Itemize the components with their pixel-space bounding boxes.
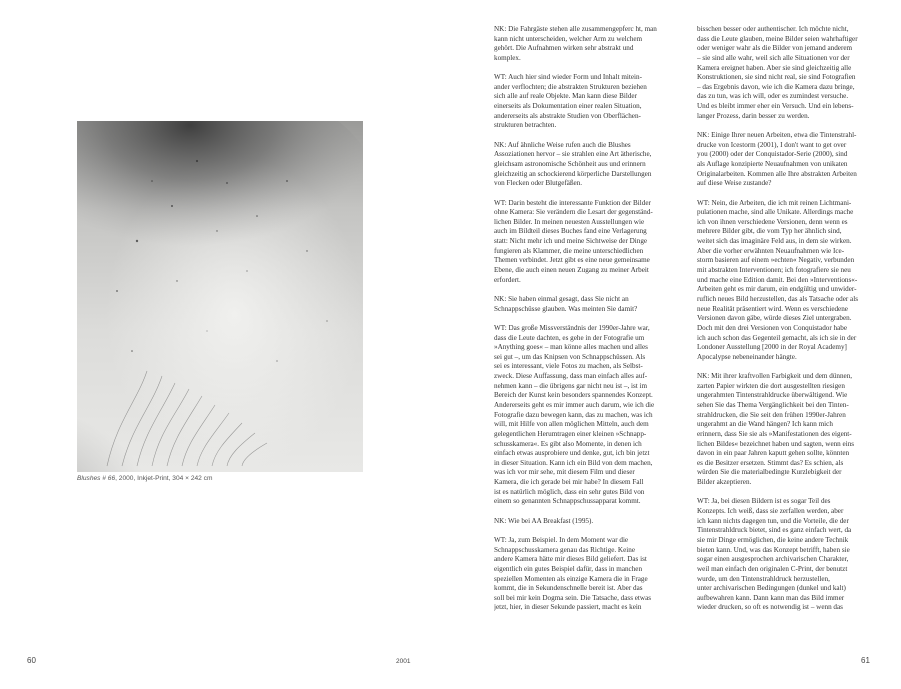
text-line: nehmen kann – die übrigens gar nicht neu ist –, ist im xyxy=(494,381,648,390)
text-line: unter archivarischen Bedingungen (dunkel und kalt) xyxy=(697,584,846,593)
text-line: NK: Einige Ihrer neuen Arbeiten, etwa die Tintenstrahl- xyxy=(697,131,857,140)
text-line: ich kann nichts dagegen tun, und die Vorteile, die der xyxy=(697,516,849,525)
text-line: Bereich der Kunst kein besonders spannendes Konzept. xyxy=(494,391,653,400)
text-line: andererseits als abstrakte Studien von Oberflächen- xyxy=(494,111,641,120)
text-line: andere Kamera hätte mir dieses Bild geliefert. Das ist xyxy=(494,555,647,564)
text-line: gehört. Die Aufnahmen wirken sehr abstrakt und xyxy=(494,44,634,53)
text-line: speziellen Momenten als einzige Kamera die in Frage xyxy=(494,574,648,583)
text-line: was ich vor mir sehe, mit diesem Film und dieser xyxy=(494,468,635,477)
text-line: strahldrucken, die Sie seit den frühen 1990er-Jahren xyxy=(697,410,846,419)
text-line: Konstruktionen, sie sind nicht real, sie sind Fotografien xyxy=(697,73,856,82)
text-line: WT: Ja, bei diesen Bildern ist es sogar Teil des xyxy=(697,497,831,506)
text-line: strukturen betrachten. xyxy=(494,121,557,130)
paragraph-gap xyxy=(697,121,879,131)
text-line: ich auch schon das Gegenteil gemacht, als ich sie in der xyxy=(697,333,857,342)
paragraph-gap xyxy=(494,189,687,199)
text-line: fungieren als Klammer, die meine unterschiedlichen xyxy=(494,246,644,255)
text-line: NK: Wie bei AA Breakfast (1995). xyxy=(494,516,594,525)
text-line: dass die Leute glauben, meine Bilder seien wahrhaftiger xyxy=(697,34,858,43)
text-line: Fotografie dazu bewegen kann, das zu machen, was ich xyxy=(494,410,653,419)
text-line: ungerahmten Tintenstrahldrucke überwältigend. Wie xyxy=(697,391,848,400)
paragraph-gap xyxy=(494,314,687,324)
text-line: – das Ergebnis davon, wie ich die Kamera dazu bringe, xyxy=(697,82,855,91)
text-line: einfach etwas ausprobiere und denke, gut, ich bin jetzt xyxy=(494,449,650,458)
text-line: komplex. xyxy=(494,53,521,62)
text-line: lichen Bildes« bezeichnet haben und sagten, wenn eins xyxy=(697,439,855,448)
text-line: sie mir Dinge ermöglichen, die keine andere Technik xyxy=(697,535,849,544)
text-line: Originalarbeiten. Kommen alle Ihre abstrakten Arbeiten xyxy=(697,169,857,178)
figure-caption xyxy=(77,475,377,482)
text-line: – sie sind alle wahr, weil sich alle Situationen vor der xyxy=(697,53,850,62)
artwork-photograph xyxy=(77,121,363,472)
text-line: erinnern, dass Sie sie als »Manifestationen des eigent- xyxy=(697,429,852,438)
text-line: drucke von Icestorm (2001), I don't want to get over xyxy=(697,140,847,149)
text-line: »Anything goes« – man könne alles machen und alles xyxy=(494,343,648,352)
text-line: Themen verbindet. Jetzt gibt es eine neue gemeinsame xyxy=(494,256,650,265)
text-line: wieder drucken, so oft es notwendig ist – wenn das xyxy=(697,603,843,612)
text-line: weitet sich das imaginäre Feld aus, in dem sie wirken. xyxy=(697,237,852,246)
text-line: weil man einfach den originalen C-Print, der benutzt xyxy=(697,564,848,573)
text-line: wurde, um den Tintenstrahldruck herzustellen, xyxy=(697,574,830,583)
paragraph-gap xyxy=(697,488,879,498)
text-line: pulationen mache, sind alle Unikate. Allerdings mache xyxy=(697,208,854,217)
text-line: gelegentlichen Herumtragen einer kleinen »Schnapp- xyxy=(494,429,647,438)
text-line: sogar einen ausgesprochen archivarischen Charakter, xyxy=(697,555,849,564)
caption-details: , 2000, Inkjet-Print, 304 × 242 cm xyxy=(115,475,213,482)
text-line: einerseits als Dokumentation einer realen Situation, xyxy=(494,102,642,111)
text-line: WT: Darin besteht die interessante Funktion der Bilder xyxy=(494,198,651,207)
text-line: zarten Papier wirkten die dort ausgestellten riesigen xyxy=(697,381,845,390)
text-line: und mache eine Edition damit. Bei den »Interventions«- xyxy=(697,275,858,284)
text-line: Assoziationen hervor – sie strahlen eine Art ätherische, xyxy=(494,150,652,159)
paragraph-gap xyxy=(697,189,879,199)
text-line: NK: Mit ihrer kraftvollen Farbigkeit und dem dünnen, xyxy=(697,372,853,381)
text-line: Schnappschusskamera genau das Richtige. Keine xyxy=(494,545,635,554)
blushes-image xyxy=(77,121,363,472)
paragraph-gap xyxy=(494,507,687,517)
text-line: Bilder akzeptieren. xyxy=(697,478,752,487)
text-line: von Flecken oder Blutgefäßen. xyxy=(494,179,583,188)
text-line: ist es natürlich möglich, dass ein sehr gutes Bild von xyxy=(494,487,645,496)
text-line: davon in ein paar Jahren kaputt gehen sollte, könnten xyxy=(697,449,850,458)
text-line: einem so genannten Schnappschussapparat kommt. xyxy=(494,497,641,506)
text-line: Londoner Ausstellung [2000 in der Royal Academy] xyxy=(697,343,847,352)
text-line: Andererseits geht es mir immer auch darum, wie ich die xyxy=(494,400,655,409)
text-line: es die Besitzer ersetzen. Stimmt das? Es schien, als xyxy=(697,458,844,467)
text-line: sehen Sie das Thema Vergänglichkeit bei den Tinten- xyxy=(697,400,849,409)
page-number-right: 61 xyxy=(861,656,870,665)
text-line: WT: Ja, zum Beispiel. In dem Moment war die xyxy=(494,535,629,544)
text-line: Arbeiten geht es mir darum, ein endgültig und unwider- xyxy=(697,285,857,294)
text-line: soll bei mir kein Dogma sein. Die Tatsache, dass etwas xyxy=(494,593,652,602)
text-line: Und es bleibt immer eher ein Versuch. Und ein lebens- xyxy=(697,102,854,111)
text-line: WT: Auch hier sind wieder Form und Inhalt mitein- xyxy=(494,73,642,82)
text-line: ungerahmt an die Wand hängen? Ich kann mich xyxy=(697,420,833,429)
text-line: bisschen besser oder authentischer. Ich möchte nicht, xyxy=(697,25,849,33)
text-line: Apocalypse nebeneinander hängte. xyxy=(697,352,797,361)
text-line: mehrere Bilder gibt, die vom Typ her ähnlich sind, xyxy=(697,227,842,236)
text-line: Kamera, die ich gerade bei mir habe? In diesem Fall xyxy=(494,478,644,487)
text-line: Aber die vorher erwähnten Neuaufnahmen wie Ice- xyxy=(697,246,845,255)
text-line: sei gut –, um das Knipsen von Schnappschüssen. Als xyxy=(494,352,646,361)
text-line: dass die Leute dachten, es gehe in der Fotografie um xyxy=(494,333,645,342)
text-line: gleichzeitig an schockierend körperliche Darstellungen xyxy=(494,169,652,178)
text-line: das zu tun, was ich will, oder es zumindest versuche. xyxy=(697,92,849,101)
text-line: in dieser Situation. Kann ich ein Bild von dem machen, xyxy=(494,458,653,467)
text-line: ich von ihnen verschiedene Versionen, denn wenn es xyxy=(697,217,848,226)
text-line: würden Sie die materialbedingte Kurzlebigkeit der xyxy=(697,468,842,477)
text-line: aufbewahren kann. Dann kann man das Bild immer xyxy=(697,593,845,602)
page-number-left: 60 xyxy=(27,656,36,665)
text-line: kann nicht unterscheiden, welcher Arm zu welchem xyxy=(494,34,643,43)
caption-title: Blushes # 66 xyxy=(77,475,116,482)
text-line: langer Prozess, darin besser zu werden. xyxy=(697,111,810,120)
text-line: Kamera ereignet haben. Aber sie sind gleichzeitig alle xyxy=(697,63,852,72)
running-footer-year: 2001 xyxy=(396,658,411,665)
text-line: WT: Nein, die Arbeiten, die ich mit reinen Lichtmani- xyxy=(697,198,852,207)
text-line: statt: Nicht mehr ich und meine Sichtweise der Dinge xyxy=(494,237,648,246)
text-line: ohne Kamera: Sie verändern die Lesart der gegenständ- xyxy=(494,208,653,217)
text-line: NK: Auf ähnliche Weise rufen auch die Blushes xyxy=(494,140,631,149)
text-line: storm basieren auf einem »echten« Negativ, verbunden xyxy=(697,256,855,265)
text-line: als Auflage konzipierte Neuaufnahmen von unikaten xyxy=(697,159,848,168)
text-line: neue Realität präsentiert wird. Wenn es verschiedene xyxy=(697,304,848,313)
text-line: WT: Das große Missverständnis der 1990er-Jahre war, xyxy=(494,323,650,332)
text-line: Schnappschüsse glauben. Was meinten Sie damit? xyxy=(494,304,638,313)
paragraph-gap xyxy=(494,64,687,74)
text-line: oder weniger wahr als die Bilder von jemand anderem xyxy=(697,44,853,53)
text-line: eigentlich ein gutes Beispiel dafür, dass in manchen xyxy=(494,564,643,573)
text-line: Doch mit den drei Versionen von Conquistador habe xyxy=(697,323,847,332)
text-line: bieten kann. Und, was das Konzept betrifft, haben sie xyxy=(697,545,850,554)
text-line: sich alle auf reale Objekte. Man kann diese Bilder xyxy=(494,92,637,101)
text-line: kommt, die in Sekundenschnelle bereit ist. Aber das xyxy=(494,584,643,593)
text-line: ander verflochten; die abstrakten Strukturen beziehen xyxy=(494,82,647,91)
paragraph-gap xyxy=(494,285,687,295)
text-line: mit abstrakten Interventionen; ich fotografiere sie neu xyxy=(697,266,851,275)
text-column-right xyxy=(697,25,879,613)
text-line: zweck. Diese Auffassung, dass man einfach alles auf- xyxy=(494,372,648,381)
text-line: schusskamera«. Es gibt also Momente, in denen ich xyxy=(494,439,642,448)
text-line: jetzt, hier, in dieser Sekunde passiert, macht es kein xyxy=(494,603,642,612)
text-line: Tintenstrahldruck bietet, sind es ganz einfach wert, da xyxy=(697,526,852,535)
text-line: NK: Die Fahrgäste stehen alle zusammengepferc ht, man xyxy=(494,25,657,33)
text-line: Ebene, die auch einen neuen Zugang zu meiner Arbeit xyxy=(494,266,649,275)
text-line: ruflich neues Bild herzustellen, das als Tatsache oder als xyxy=(697,294,858,303)
text-line: sei es interessant, viele Fotos zu machen, als Selbst- xyxy=(494,362,643,371)
text-line: you (2000) oder der Conquistador-Serie (2000), sind xyxy=(697,150,848,159)
paragraph-gap xyxy=(494,526,687,536)
text-line: Versionen davon gäbe, würde dieses Ziel untergraben. xyxy=(697,314,852,323)
text-line: NK: Sie haben einmal gesagt, dass Sie nicht an xyxy=(494,294,629,303)
paragraph-gap xyxy=(494,131,687,141)
text-line: auch im Bildteil dieses Buches fand eine Verlagerung xyxy=(494,227,647,236)
text-line: gleichsam astronomische Schönheit aus und erinnern xyxy=(494,159,646,168)
paragraph-gap xyxy=(697,362,879,372)
text-line: erfordert. xyxy=(494,275,521,284)
text-line: Konzepts. Ich weiß, dass sie zerfallen werden, aber xyxy=(697,507,844,516)
text-column-left xyxy=(494,25,687,613)
text-line: lichen Bilder. In meinen neuesten Ausstellungen wie xyxy=(494,217,645,226)
text-line: auf diese Weise zustande? xyxy=(697,179,772,188)
text-line: will, mit Hilfe von allen möglichen Mitteln, auch dem xyxy=(494,420,649,429)
